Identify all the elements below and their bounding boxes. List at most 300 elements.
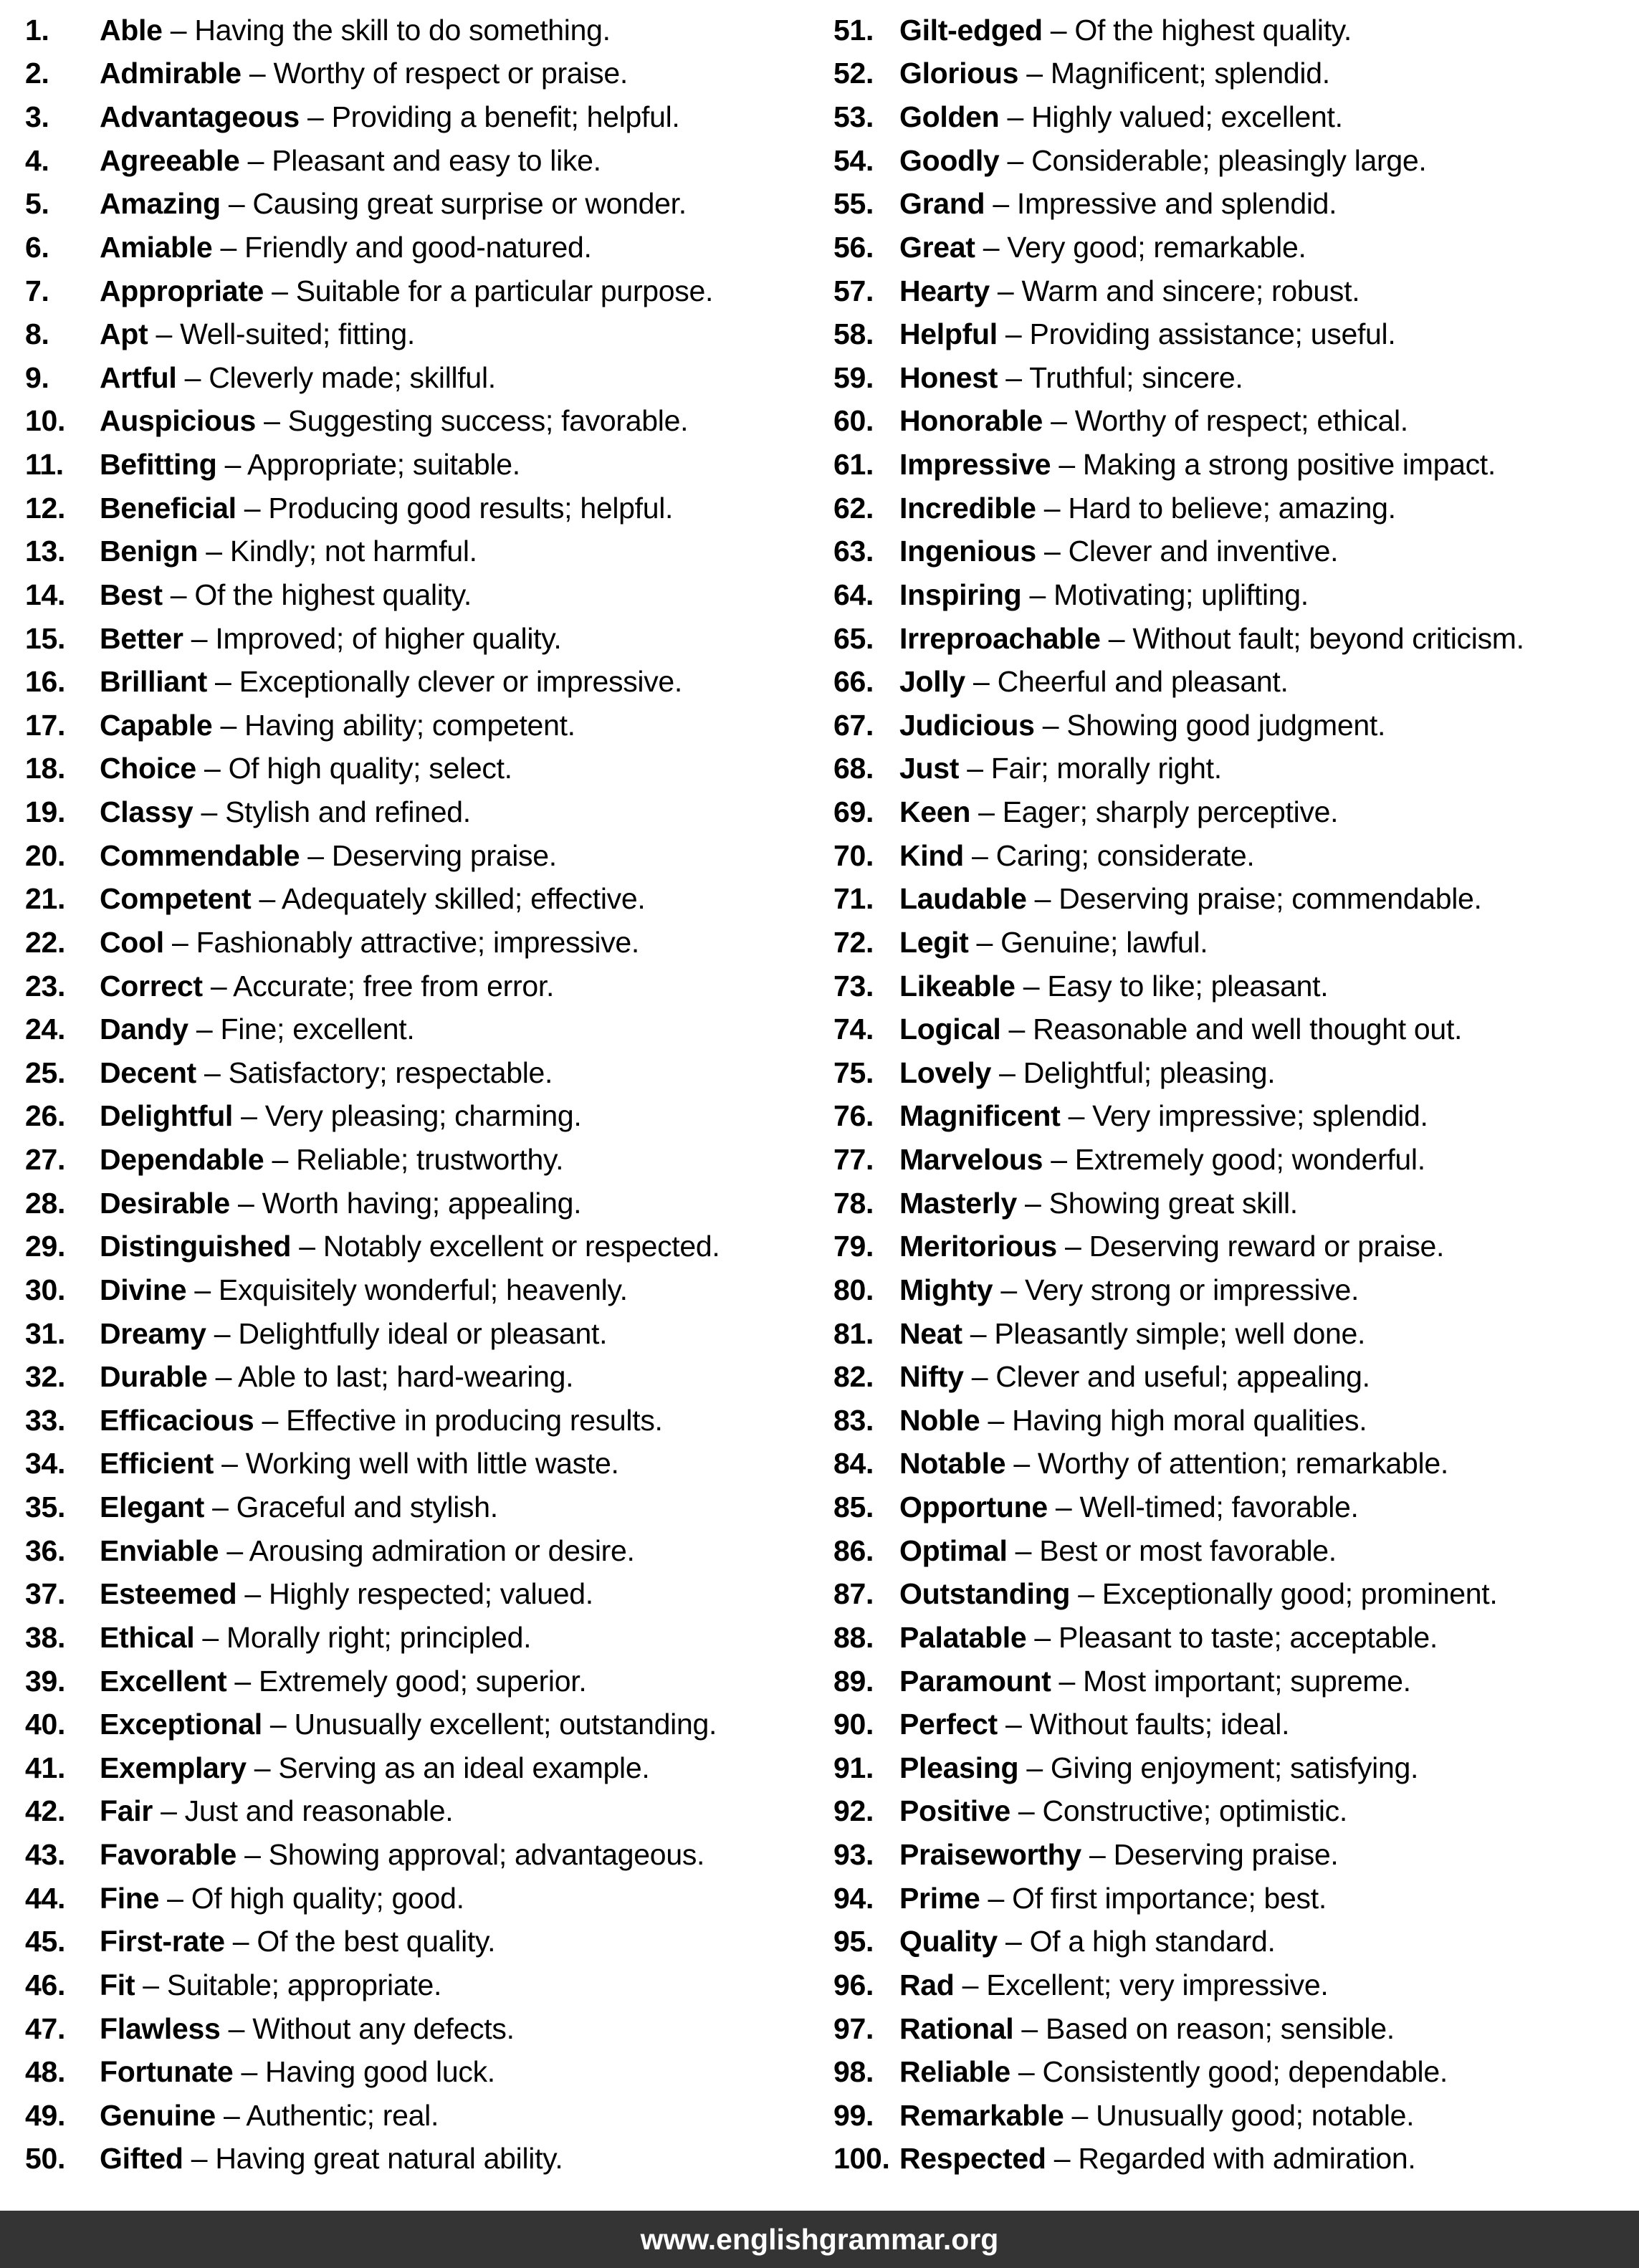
- item-number: 26.: [25, 1099, 66, 1133]
- item-word: Inspiring: [899, 578, 1022, 611]
- item-number: 5.: [25, 187, 49, 221]
- item-text: Mighty – Very strong or impressive.: [899, 1273, 1360, 1306]
- list-item: [833, 747, 1635, 791]
- list-item: [833, 1355, 1635, 1399]
- item-text: Positive – Constructive; optimistic.: [899, 1794, 1347, 1828]
- list-item: [25, 312, 824, 356]
- item-word: Brilliant: [100, 665, 207, 699]
- item-text: Distinguished – Notably excellent or respected.: [100, 1230, 720, 1263]
- item-word: Admirable: [100, 57, 242, 90]
- footer-url: www.englishgrammar.org: [640, 2222, 999, 2256]
- item-text: Esteemed – Highly respected; valued.: [100, 1577, 593, 1611]
- item-number: 13.: [25, 535, 66, 568]
- item-text: Flawless – Without any defects.: [100, 2011, 515, 2045]
- item-number: 49.: [25, 2098, 66, 2132]
- item-number: 68.: [833, 752, 874, 785]
- list-item: [25, 1790, 824, 1834]
- item-text: Notable – Worthy of attention; remarkable.: [899, 1447, 1448, 1480]
- item-number: 84.: [833, 1447, 874, 1480]
- item-number: 20.: [25, 838, 66, 872]
- list-item: [833, 530, 1635, 574]
- item-number: 82.: [833, 1360, 874, 1394]
- list-item: [833, 312, 1635, 356]
- item-word: Likeable: [899, 969, 1016, 1003]
- item-word: Befitting: [100, 448, 217, 482]
- item-text: Benign – Kindly; not harmful.: [100, 535, 477, 568]
- item-number: 9.: [25, 360, 49, 394]
- item-number: 22.: [25, 925, 66, 959]
- item-number: 11.: [25, 448, 64, 482]
- item-word: First-rate: [100, 1925, 225, 1958]
- list-item: [25, 1008, 824, 1051]
- item-word: Flawless: [100, 2011, 221, 2045]
- item-text: Hearty – Warm and sincere; robust.: [899, 274, 1360, 307]
- item-word: Glorious: [899, 57, 1019, 90]
- list-item: [25, 9, 824, 52]
- item-text: Better – Improved; of higher quality.: [100, 621, 562, 655]
- item-text: Appropriate – Suitable for a particular purpose.: [100, 274, 714, 307]
- item-word: Fortunate: [100, 2055, 234, 2089]
- list-item: [25, 573, 824, 617]
- adjective-list-column-left: [25, 9, 824, 2181]
- item-number: 47.: [25, 2011, 66, 2045]
- item-text: Praiseworthy – Deserving praise.: [899, 1838, 1339, 1872]
- item-word: Capable: [100, 708, 213, 742]
- list-item: [25, 617, 824, 661]
- item-text: Efficient – Working well with little waste.: [100, 1447, 619, 1480]
- item-number: 39.: [25, 1664, 66, 1698]
- list-item: [833, 52, 1635, 96]
- item-number: 18.: [25, 752, 66, 785]
- item-text: Judicious – Showing good judgment.: [899, 708, 1386, 742]
- item-number: 38.: [25, 1620, 66, 1654]
- item-text: Goodly – Considerable; pleasingly large.: [899, 143, 1427, 177]
- item-word: Praiseworthy: [899, 1838, 1081, 1872]
- item-word: Distinguished: [100, 1230, 292, 1263]
- item-word: Delightful: [100, 1099, 234, 1133]
- list-item: [833, 1616, 1635, 1660]
- item-text: Auspicious – Suggesting success; favorable.: [100, 404, 689, 438]
- item-word: Helpful: [899, 317, 998, 351]
- item-word: Kind: [899, 838, 964, 872]
- item-text: Fortunate – Having good luck.: [100, 2055, 495, 2089]
- item-word: Jolly: [899, 665, 965, 699]
- list-item: [833, 1312, 1635, 1356]
- item-text: Rational – Based on reason; sensible.: [899, 2011, 1395, 2045]
- item-word: Dandy: [100, 1013, 188, 1046]
- item-number: 77.: [833, 1143, 874, 1177]
- item-text: Legit – Genuine; lawful.: [899, 925, 1208, 959]
- list-item: [833, 1833, 1635, 1877]
- item-word: Incredible: [899, 491, 1036, 525]
- item-word: Masterly: [899, 1186, 1017, 1220]
- item-word: Hearty: [899, 274, 990, 307]
- list-item: [833, 2138, 1635, 2181]
- item-text: Rad – Excellent; very impressive.: [899, 1968, 1329, 2001]
- item-number: 27.: [25, 1143, 66, 1177]
- item-text: Nifty – Clever and useful; appealing.: [899, 1360, 1370, 1394]
- item-text: Capable – Having ability; competent.: [100, 708, 575, 742]
- item-word: Golden: [899, 100, 1000, 134]
- item-text: Enviable – Arousing admiration or desire.: [100, 1533, 635, 1567]
- list-item: [833, 487, 1635, 530]
- item-word: Appropriate: [100, 274, 264, 307]
- item-word: Goodly: [899, 143, 1000, 177]
- item-text: Ethical – Morally right; principled.: [100, 1620, 532, 1654]
- list-item: [25, 1268, 824, 1312]
- item-text: Fair – Just and reasonable.: [100, 1794, 454, 1828]
- item-text: Gilt-edged – Of the highest quality.: [899, 13, 1352, 47]
- item-text: Exceptional – Unusually excellent; outstanding.: [100, 1708, 717, 1741]
- item-number: 65.: [833, 621, 874, 655]
- item-word: Prime: [899, 1881, 980, 1915]
- item-number: 2.: [25, 57, 49, 90]
- item-text: Masterly – Showing great skill.: [899, 1186, 1298, 1220]
- item-word: Apt: [100, 317, 148, 351]
- item-number: 30.: [25, 1273, 66, 1306]
- list-item: [25, 1529, 824, 1573]
- list-item: [833, 1529, 1635, 1573]
- item-text: Kind – Caring; considerate.: [899, 838, 1255, 872]
- list-item: [25, 834, 824, 878]
- item-word: Decent: [100, 1056, 196, 1089]
- item-word: Logical: [899, 1013, 1001, 1046]
- list-item: [25, 1095, 824, 1139]
- item-number: 78.: [833, 1186, 874, 1220]
- list-item: [25, 443, 824, 487]
- item-number: 4.: [25, 143, 49, 177]
- item-number: 50.: [25, 2142, 66, 2176]
- item-word: Paramount: [899, 1664, 1051, 1698]
- item-number: 46.: [25, 1968, 66, 2001]
- item-text: Magnificent – Very impressive; splendid.: [899, 1099, 1428, 1133]
- item-number: 100.: [833, 2142, 890, 2176]
- item-number: 58.: [833, 317, 874, 351]
- list-item: [833, 2007, 1635, 2051]
- item-text: Desirable – Worth having; appealing.: [100, 1186, 582, 1220]
- item-word: Auspicious: [100, 404, 256, 438]
- item-number: 31.: [25, 1316, 66, 1350]
- item-word: Irreproachable: [899, 621, 1101, 655]
- list-item: [833, 1920, 1635, 1964]
- list-item: [833, 2050, 1635, 2094]
- item-word: Better: [100, 621, 183, 655]
- item-number: 67.: [833, 708, 874, 742]
- item-word: Excellent: [100, 1664, 227, 1698]
- item-number: 34.: [25, 1447, 66, 1480]
- item-number: 92.: [833, 1794, 874, 1828]
- item-number: 96.: [833, 1968, 874, 2001]
- list-item: [833, 139, 1635, 183]
- item-text: Impressive – Making a strong positive impact.: [899, 448, 1496, 482]
- item-word: Classy: [100, 795, 193, 829]
- item-text: Admirable – Worthy of respect or praise.: [100, 57, 628, 90]
- item-number: 10.: [25, 404, 66, 438]
- item-text: Ingenious – Clever and inventive.: [899, 535, 1339, 568]
- item-word: Remarkable: [899, 2098, 1064, 2132]
- item-text: Efficacious – Effective in producing results.: [100, 1403, 663, 1437]
- list-item: [833, 1268, 1635, 1312]
- item-word: Keen: [899, 795, 971, 829]
- item-text: Gifted – Having great natural ability.: [100, 2142, 563, 2176]
- item-word: Amiable: [100, 230, 213, 264]
- item-word: Choice: [100, 752, 196, 785]
- item-number: 57.: [833, 274, 874, 307]
- item-text: Neat – Pleasantly simple; well done.: [899, 1316, 1366, 1350]
- item-number: 6.: [25, 230, 49, 264]
- list-item: [25, 1051, 824, 1095]
- item-text: Fine – Of high quality; good.: [100, 1881, 464, 1915]
- item-word: Meritorious: [899, 1230, 1057, 1263]
- item-number: 71.: [833, 882, 874, 916]
- item-word: Agreeable: [100, 143, 240, 177]
- item-text: Amiable – Friendly and good-natured.: [100, 230, 592, 264]
- item-number: 88.: [833, 1620, 874, 1654]
- item-word: Fine: [100, 1881, 160, 1915]
- item-number: 60.: [833, 404, 874, 438]
- list-item: [833, 704, 1635, 747]
- list-item: [25, 269, 824, 313]
- item-text: Prime – Of first importance; best.: [899, 1881, 1327, 1915]
- list-item: [833, 1573, 1635, 1617]
- item-number: 33.: [25, 1403, 66, 1437]
- item-word: Just: [899, 752, 960, 785]
- list-item: [833, 1138, 1635, 1182]
- item-number: 72.: [833, 925, 874, 959]
- list-item: [833, 183, 1635, 226]
- item-number: 89.: [833, 1664, 874, 1698]
- item-text: Advantageous – Providing a benefit; helpful.: [100, 100, 680, 134]
- item-word: Cool: [100, 925, 164, 959]
- item-text: Noble – Having high moral qualities.: [899, 1403, 1367, 1437]
- item-number: 81.: [833, 1316, 874, 1350]
- list-item: [25, 1920, 824, 1964]
- item-number: 15.: [25, 621, 66, 655]
- item-text: Delightful – Very pleasing; charming.: [100, 1099, 582, 1133]
- item-text: Remarkable – Unusually good; notable.: [899, 2098, 1415, 2132]
- item-text: Agreeable – Pleasant and easy to like.: [100, 143, 601, 177]
- item-text: Durable – Able to last; hard-wearing.: [100, 1360, 574, 1394]
- list-item: [25, 1355, 824, 1399]
- item-text: Helpful – Providing assistance; useful.: [899, 317, 1396, 351]
- list-item: [25, 2094, 824, 2138]
- item-word: Beneficial: [100, 491, 236, 525]
- item-word: Genuine: [100, 2098, 216, 2132]
- list-item: [833, 1877, 1635, 1920]
- item-number: 56.: [833, 230, 874, 264]
- item-number: 80.: [833, 1273, 874, 1306]
- list-item: [833, 965, 1635, 1008]
- item-number: 16.: [25, 665, 66, 699]
- item-word: Honorable: [899, 404, 1043, 438]
- item-text: Incredible – Hard to believe; amazing.: [899, 491, 1396, 525]
- item-number: 53.: [833, 100, 874, 134]
- list-item: [833, 1485, 1635, 1529]
- list-item: [25, 400, 824, 444]
- item-word: Divine: [100, 1273, 187, 1306]
- item-text: Amazing – Causing great surprise or wonder.: [100, 187, 687, 221]
- item-number: 74.: [833, 1013, 874, 1046]
- list-item: [833, 1660, 1635, 1703]
- list-item: [833, 834, 1635, 878]
- item-number: 3.: [25, 100, 49, 134]
- item-word: Grand: [899, 187, 985, 221]
- list-item: [25, 226, 824, 269]
- item-text: Brilliant – Exceptionally clever or impressive.: [100, 665, 683, 699]
- list-item: [833, 878, 1635, 922]
- item-word: Enviable: [100, 1533, 219, 1567]
- item-text: Palatable – Pleasant to taste; acceptable.: [899, 1620, 1438, 1654]
- item-text: First-rate – Of the best quality.: [100, 1925, 496, 1958]
- list-item: [833, 1963, 1635, 2007]
- item-text: Laudable – Deserving praise; commendable.: [899, 882, 1482, 916]
- list-item: [833, 400, 1635, 444]
- item-text: Dreamy – Delightfully ideal or pleasant.: [100, 1316, 608, 1350]
- item-text: Dandy – Fine; excellent.: [100, 1013, 415, 1046]
- item-number: 86.: [833, 1533, 874, 1567]
- list-item: [833, 1442, 1635, 1486]
- footer-bar: [0, 2211, 1639, 2268]
- item-number: 90.: [833, 1708, 874, 1741]
- item-text: Classy – Stylish and refined.: [100, 795, 471, 829]
- item-number: 12.: [25, 491, 66, 525]
- item-word: Desirable: [100, 1186, 230, 1220]
- item-word: Positive: [899, 1794, 1010, 1828]
- item-number: 28.: [25, 1186, 66, 1220]
- item-number: 61.: [833, 448, 874, 482]
- item-text: Favorable – Showing approval; advantageous.: [100, 1838, 705, 1872]
- item-word: Perfect: [899, 1708, 998, 1741]
- list-item: [25, 1746, 824, 1790]
- list-item: [25, 1573, 824, 1617]
- item-text: Just – Fair; morally right.: [899, 752, 1222, 785]
- list-item: [25, 139, 824, 183]
- item-text: Logical – Reasonable and well thought out.: [899, 1013, 1463, 1046]
- item-number: 91.: [833, 1751, 874, 1784]
- item-number: 66.: [833, 665, 874, 699]
- item-word: Fair: [100, 1794, 153, 1828]
- item-number: 24.: [25, 1013, 66, 1046]
- item-text: Best – Of the highest quality.: [100, 578, 472, 611]
- list-item: [25, 660, 824, 704]
- item-text: Beneficial – Producing good results; helpful.: [100, 491, 674, 525]
- item-word: Durable: [100, 1360, 208, 1394]
- item-number: 70.: [833, 838, 874, 872]
- item-word: Pleasing: [899, 1751, 1019, 1784]
- item-number: 55.: [833, 187, 874, 221]
- item-text: Competent – Adequately skilled; effective.: [100, 882, 646, 916]
- item-word: Outstanding: [899, 1577, 1071, 1611]
- item-word: Amazing: [100, 187, 221, 221]
- list-item: [25, 2138, 824, 2181]
- item-text: Artful – Cleverly made; skillful.: [100, 360, 496, 394]
- item-text: Great – Very good; remarkable.: [899, 230, 1306, 264]
- item-word: Great: [899, 230, 975, 264]
- item-text: Genuine – Authentic; real.: [100, 2098, 439, 2132]
- list-item: [25, 1877, 824, 1920]
- item-number: 85.: [833, 1491, 874, 1524]
- list-item: [25, 356, 824, 400]
- item-number: 59.: [833, 360, 874, 394]
- list-item: [25, 1963, 824, 2007]
- item-text: Honorable – Worthy of respect; ethical.: [899, 404, 1408, 438]
- item-number: 73.: [833, 969, 874, 1003]
- item-word: Correct: [100, 969, 203, 1003]
- item-text: Perfect – Without faults; ideal.: [899, 1708, 1290, 1741]
- item-text: Fit – Suitable; appropriate.: [100, 1968, 442, 2001]
- item-word: Dreamy: [100, 1316, 206, 1350]
- item-number: 7.: [25, 274, 49, 307]
- list-item: [25, 921, 824, 965]
- item-word: Marvelous: [899, 1143, 1043, 1177]
- item-text: Dependable – Reliable; trustworthy.: [100, 1143, 564, 1177]
- item-word: Rational: [899, 2011, 1014, 2045]
- list-item: [25, 530, 824, 574]
- list-item: [25, 1399, 824, 1442]
- item-word: Lovely: [899, 1056, 992, 1089]
- item-word: Nifty: [899, 1360, 964, 1394]
- item-word: Neat: [899, 1316, 962, 1350]
- item-text: Cool – Fashionably attractive; impressive.: [100, 925, 639, 959]
- list-item: [833, 1225, 1635, 1269]
- item-word: Elegant: [100, 1491, 204, 1524]
- list-item: [833, 1051, 1635, 1095]
- item-number: 75.: [833, 1056, 874, 1089]
- list-item: [25, 747, 824, 791]
- item-word: Best: [100, 578, 163, 611]
- item-text: Elegant – Graceful and stylish.: [100, 1491, 498, 1524]
- item-text: Choice – Of high quality; select.: [100, 752, 512, 785]
- item-number: 79.: [833, 1230, 874, 1263]
- item-text: Irreproachable – Without fault; beyond criticism.: [899, 621, 1524, 655]
- item-number: 51.: [833, 13, 874, 47]
- item-word: Notable: [899, 1447, 1006, 1480]
- item-word: Quality: [899, 1925, 998, 1958]
- item-text: Pleasing – Giving enjoyment; satisfying.: [899, 1751, 1419, 1784]
- item-word: Fit: [100, 1968, 135, 2001]
- list-item: [833, 2094, 1635, 2138]
- item-text: Optimal – Best or most favorable.: [899, 1533, 1337, 1567]
- list-item: [833, 226, 1635, 269]
- list-item: [833, 356, 1635, 400]
- list-item: [25, 1182, 824, 1225]
- adjective-list-column-right: [833, 9, 1635, 2181]
- list-item: [25, 2050, 824, 2094]
- list-item: [833, 1182, 1635, 1225]
- item-word: Gilt-edged: [899, 13, 1043, 47]
- list-item: [25, 2007, 824, 2051]
- item-number: 48.: [25, 2055, 66, 2089]
- item-text: Grand – Impressive and splendid.: [899, 187, 1337, 221]
- item-text: Meritorious – Deserving reward or praise.: [899, 1230, 1445, 1263]
- item-number: 54.: [833, 143, 874, 177]
- item-text: Keen – Eager; sharply perceptive.: [899, 795, 1339, 829]
- list-item: [833, 1095, 1635, 1139]
- item-number: 40.: [25, 1708, 66, 1741]
- item-text: Correct – Accurate; free from error.: [100, 969, 555, 1003]
- item-text: Outstanding – Exceptionally good; prominent.: [899, 1577, 1498, 1611]
- item-word: Ethical: [100, 1620, 195, 1654]
- list-item: [833, 95, 1635, 139]
- list-item: [833, 1008, 1635, 1051]
- item-number: 76.: [833, 1099, 874, 1133]
- list-item: [833, 617, 1635, 661]
- item-text: Lovely – Delightful; pleasing.: [899, 1056, 1276, 1089]
- item-word: Reliable: [899, 2055, 1010, 2089]
- item-number: 35.: [25, 1491, 66, 1524]
- item-number: 37.: [25, 1577, 66, 1611]
- item-word: Judicious: [899, 708, 1035, 742]
